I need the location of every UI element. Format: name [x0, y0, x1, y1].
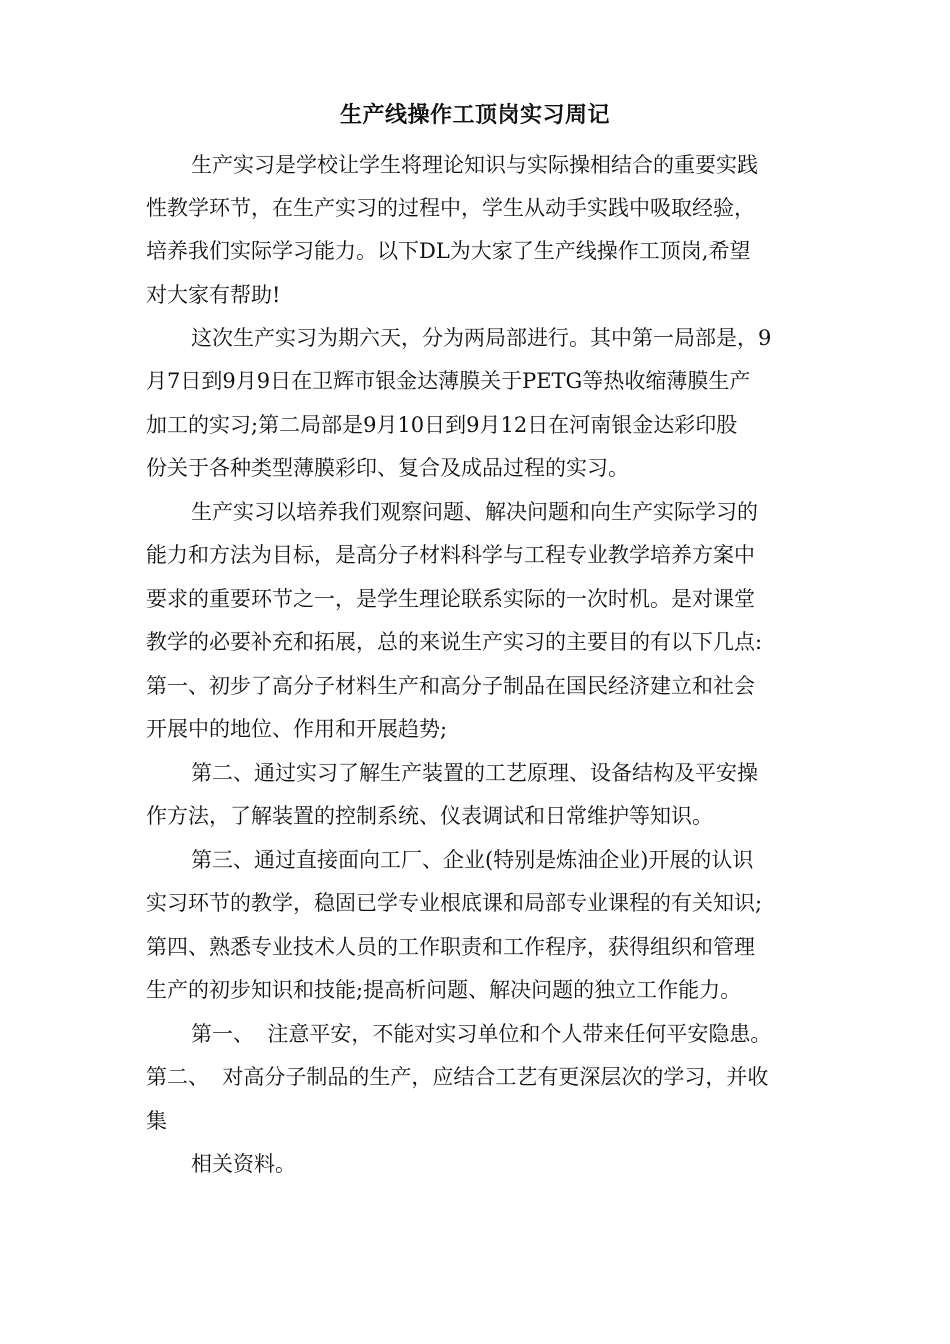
text-line: 生产的初步知识和技能;提高析问题、解决问题的独立工作能力。 — [146, 978, 742, 1002]
text-line: 份关于各种类型薄膜彩印、复合及成品过程的实习。 — [146, 456, 629, 480]
text-line: 生产实习是学校让学生将理论知识与实际操相结合的重要实践 — [191, 153, 758, 177]
text-line: 对大家有帮助! — [146, 283, 281, 307]
text-line: 月7日到9月9日在卫辉市银金达薄膜关于PETG等热收缩薄膜生产 — [146, 369, 751, 393]
text-line: 第一、 注意平安，不能对实习单位和个人带来任何平安隐患。 — [191, 1022, 772, 1046]
text-line: 这次生产实习为期六天，分为两局部进行。其中第一局部是，9 — [191, 326, 772, 350]
text-line: 要求的重要环节之一，是学生理论联系实际的一次时机。是对课堂 — [146, 587, 755, 611]
text-line: 相关资料。 — [191, 1152, 296, 1176]
text-line: 能力和方法为目标，是高分子材料科学与工程专业教学培养方案中 — [146, 543, 755, 567]
document-title: 生产线操作工顶岗实习周记 — [339, 103, 610, 128]
text-line: 集 — [146, 1109, 167, 1133]
text-line: 实习环节的教学，稳固已学专业根底课和局部专业课程的有关知识; — [146, 891, 763, 915]
text-line: 第一、初步了高分子材料生产和高分子制品在国民经济建立和社会 — [146, 674, 755, 698]
text-line: 性教学环节，在生产实习的过程中，学生从动手实践中吸取经验， — [146, 196, 755, 220]
text-line: 第二、通过实习了解生产装置的工艺原理、设备结构及平安操 — [191, 761, 758, 785]
text-line: 开展中的地位、作用和开展趋势; — [146, 717, 448, 741]
text-line: 第二、 对高分子制品的生产，应结合工艺有更深层次的学习，并收 — [146, 1065, 769, 1089]
text-line: 第四、熟悉专业技术人员的工作职责和工作程序，获得组织和管理 — [146, 935, 755, 959]
text-line: 第三、通过直接面向工厂、企业(特别是炼油企业)开展的认识 — [191, 848, 754, 872]
text-line: 作方法，了解装置的控制系统、仪表调试和日常维护等知识。 — [146, 804, 713, 828]
text-line: 教学的必要补充和拓展，总的来说生产实习的主要目的有以下几点: — [146, 630, 763, 654]
text-line: 培养我们实际学习能力。以下DL为大家了生产线操作工顶岗,希望 — [146, 239, 751, 263]
text-line: 生产实习以培养我们观察问题、解决问题和向生产实际学习的 — [191, 500, 758, 524]
text-line: 加工的实习;第二局部是9月10日到9月12日在河南银金达彩印股 — [146, 413, 738, 437]
